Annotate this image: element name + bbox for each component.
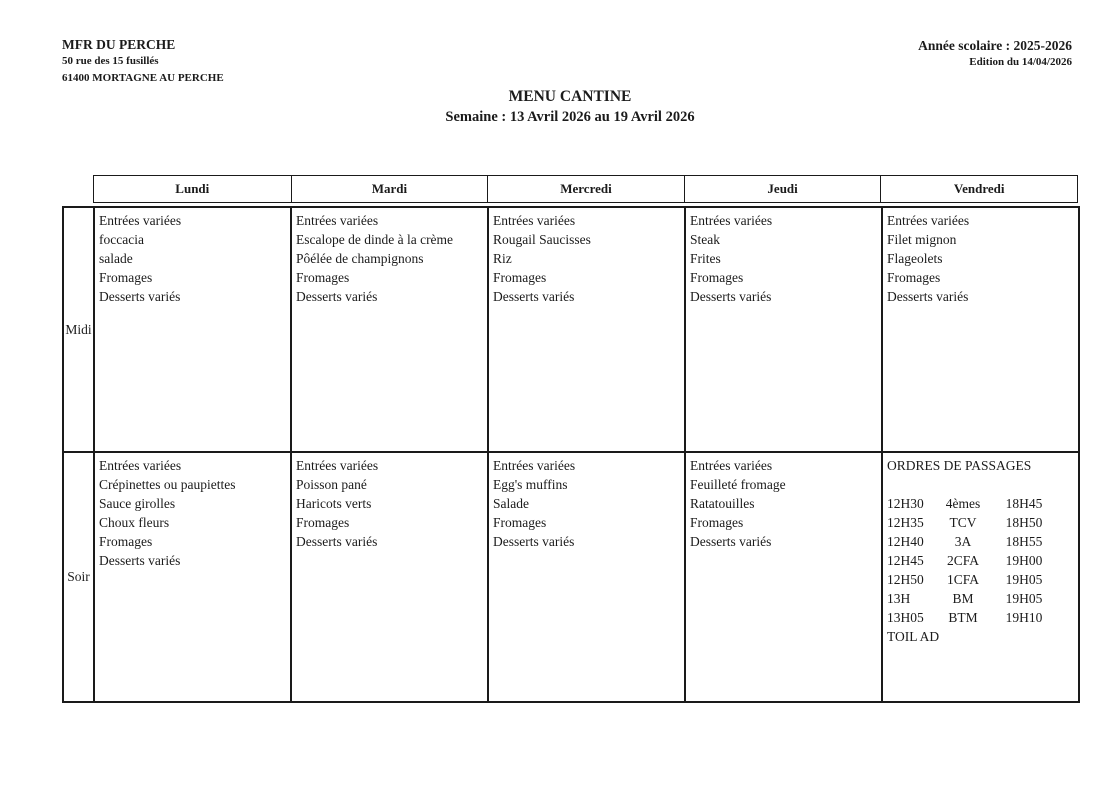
menu-line: Entrées variées — [296, 458, 379, 473]
passage-cell: 12H40 — [887, 534, 924, 549]
menu-cell-soir-mercredi — [488, 452, 685, 702]
menu-line: ORDRES DE PASSAGES — [887, 458, 1032, 473]
passage-cell: 19H10 — [1005, 610, 1043, 625]
menu-line: Entrées variées — [296, 213, 379, 228]
passage-row — [887, 570, 1074, 589]
passage-cell: 12H30 — [887, 496, 924, 511]
passage-cell: 18H50 — [1005, 515, 1043, 530]
menu-line: Crépinettes ou paupiettes — [99, 477, 236, 492]
menu-line: Fromages — [493, 515, 547, 530]
menu-line: Desserts variés — [99, 553, 181, 568]
menu-table — [62, 206, 1080, 703]
organisation-block — [62, 36, 224, 86]
row-label-soir: Soir — [63, 452, 94, 702]
passage-cell: TCV — [949, 515, 977, 530]
passage-cell: 18H45 — [1005, 496, 1043, 511]
menu-line: Desserts variés — [887, 289, 969, 304]
menu-line — [887, 475, 1074, 494]
menu-line: Filet mignon — [887, 232, 957, 247]
menu-line: Choux fleurs — [99, 515, 170, 530]
menu-line: Fromages — [887, 270, 941, 285]
passage-cell: 4èmes — [945, 496, 981, 511]
menu-line: Haricots verts — [296, 496, 372, 511]
menu-line: Entrées variées — [493, 458, 576, 473]
passage-row — [887, 494, 1074, 513]
menu-line: salade — [99, 251, 133, 266]
menu-line: Ratatouilles — [690, 496, 755, 511]
menu-line: Desserts variés — [296, 534, 378, 549]
menu-line: Riz — [493, 251, 512, 266]
menu-line: Pôélée de champignons — [296, 251, 424, 266]
day-header-jeudi: Jeudi — [684, 176, 881, 202]
menu-cell-midi-vendredi — [882, 207, 1079, 452]
table-row — [63, 207, 1079, 452]
menu-line: Desserts variés — [493, 289, 575, 304]
passage-cell: 12H45 — [887, 553, 924, 568]
school-year-label: Année scolaire : 2025-2026 — [918, 38, 1072, 53]
row-label-midi: Midi — [63, 207, 94, 452]
page-title: MENU CANTINE — [508, 88, 632, 105]
menu-line: Egg's muffins — [493, 477, 568, 492]
menu-line: Fromages — [690, 270, 744, 285]
menu-line: Flageolets — [887, 251, 943, 266]
menu-line: foccacia — [99, 232, 144, 247]
menu-line: Fromages — [296, 270, 350, 285]
passage-cell: 13H05 — [887, 610, 924, 625]
menu-cell-midi-jeudi — [685, 207, 882, 452]
document-meta-block — [918, 37, 1072, 70]
organisation-address-line1: 50 rue des 15 fusillés — [62, 55, 159, 67]
passage-cell: 19H00 — [1005, 553, 1043, 568]
menu-line: Entrées variées — [99, 458, 182, 473]
menu-cell-soir-vendredi-passages — [882, 452, 1079, 702]
menu-cell-midi-mercredi — [488, 207, 685, 452]
title-block — [62, 87, 1078, 128]
menu-line: Feuilleté fromage — [690, 477, 786, 492]
passage-cell: 19H05 — [1005, 591, 1043, 606]
menu-line: Entrées variées — [887, 213, 970, 228]
menu-line: Fromages — [99, 270, 153, 285]
menu-line: Fromages — [99, 534, 153, 549]
menu-line: Desserts variés — [296, 289, 378, 304]
passage-row — [887, 532, 1074, 551]
passage-cell: BM — [952, 591, 974, 606]
menu-line: Desserts variés — [690, 534, 772, 549]
passage-row — [887, 608, 1074, 627]
organisation-address-line2: 61400 MORTAGNE AU PERCHE — [62, 71, 224, 84]
menu-line: Fromages — [493, 270, 547, 285]
menu-line: Entrées variées — [690, 213, 773, 228]
menu-line: Sauce girolles — [99, 496, 176, 511]
passage-cell: 12H35 — [887, 515, 924, 530]
menu-cell-soir-mardi — [291, 452, 488, 702]
menu-line: Escalope de dinde à la crème — [296, 232, 454, 247]
passage-row — [887, 551, 1074, 570]
menu-line: Salade — [493, 496, 529, 511]
table-row — [63, 452, 1079, 702]
menu-cell-soir-jeudi — [685, 452, 882, 702]
menu-line: Entrées variées — [99, 213, 182, 228]
week-subtitle: Semaine : 13 Avril 2026 au 19 Avril 2026 — [445, 109, 695, 125]
passage-cell: 18H55 — [1005, 534, 1043, 549]
menu-cell-soir-lundi — [94, 452, 291, 702]
menu-cell-midi-mardi — [291, 207, 488, 452]
menu-line: Rougail Saucisses — [493, 232, 591, 247]
day-header-mardi: Mardi — [291, 176, 488, 202]
menu-line: TOIL AD — [887, 629, 940, 644]
organisation-name: MFR DU PERCHE — [62, 37, 176, 52]
menu-line: Poisson pané — [296, 477, 367, 492]
menu-line: Frites — [690, 251, 721, 266]
day-header-row — [93, 175, 1078, 203]
passage-cell: 1CFA — [946, 572, 979, 587]
menu-line: Entrées variées — [493, 213, 576, 228]
passage-cell: 12H50 — [887, 572, 924, 587]
passage-cell: 19H05 — [1005, 572, 1043, 587]
day-header-vendredi: Vendredi — [880, 176, 1077, 202]
menu-line: Desserts variés — [690, 289, 772, 304]
day-header-lundi: Lundi — [175, 181, 210, 196]
menu-line: Steak — [690, 232, 720, 247]
passage-row — [887, 589, 1074, 608]
menu-line: Desserts variés — [493, 534, 575, 549]
passage-cell: BTM — [948, 610, 978, 625]
passage-cell: 2CFA — [946, 553, 979, 568]
passage-cell: 3A — [954, 534, 972, 549]
day-header-mercredi: Mercredi — [487, 176, 684, 202]
passage-row — [887, 513, 1074, 532]
passage-cell: 13H — [887, 591, 911, 606]
menu-line: Entrées variées — [690, 458, 773, 473]
menu-line: Fromages — [296, 515, 350, 530]
menu-line: Desserts variés — [99, 289, 181, 304]
edition-date-label: Edition du 14/04/2026 — [969, 56, 1072, 68]
menu-cell-midi-lundi — [94, 207, 291, 452]
menu-line: Fromages — [690, 515, 744, 530]
